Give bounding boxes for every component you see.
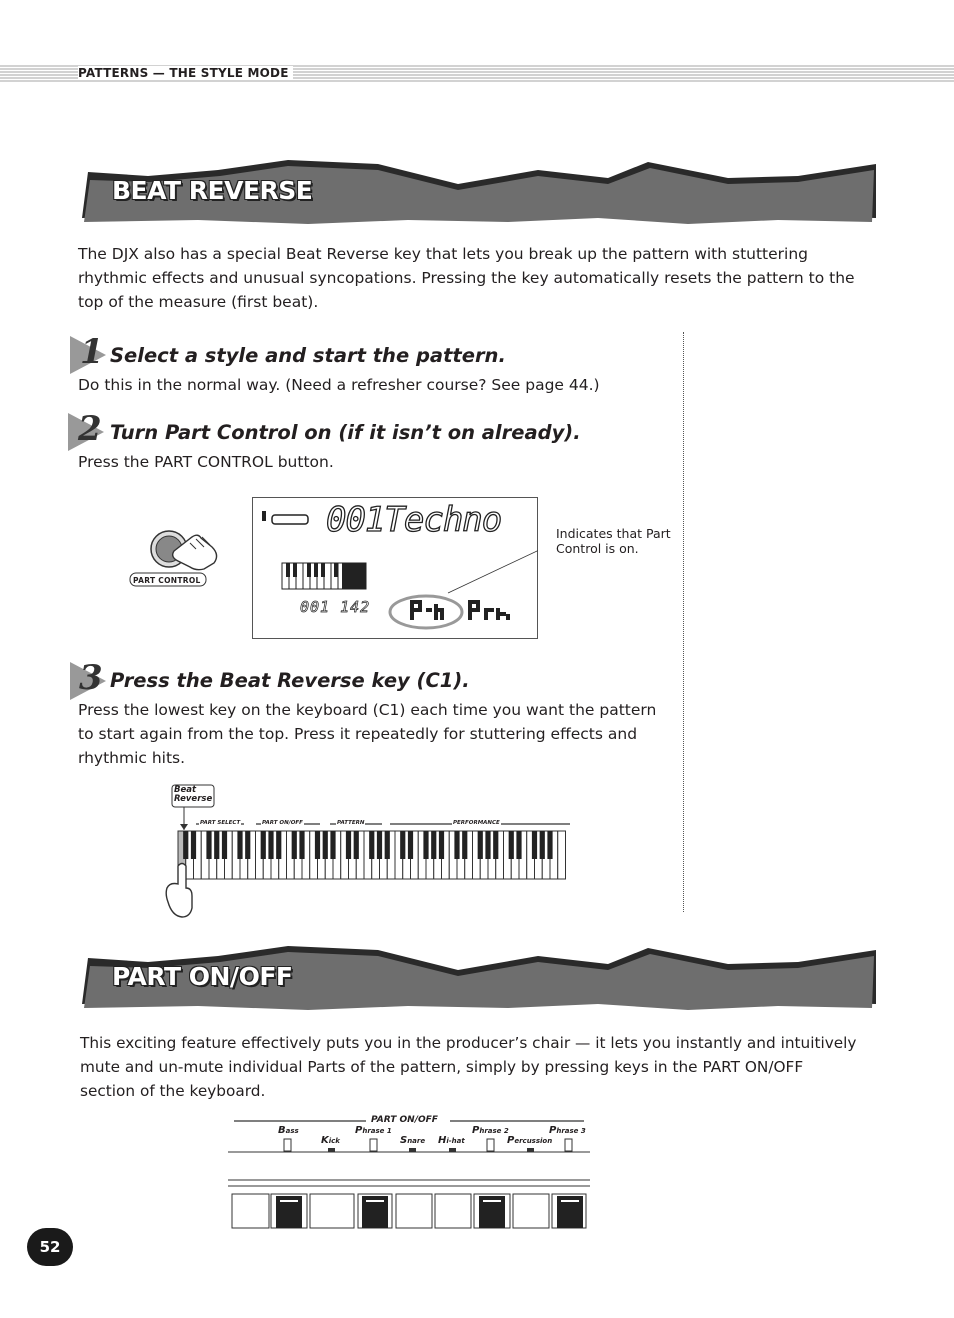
black-key: [323, 831, 328, 859]
part-label-phrase3: [549, 1125, 586, 1136]
intro-paragraph: [78, 242, 855, 314]
part-label-initial: B: [278, 1125, 286, 1136]
page-number: 52: [27, 1228, 73, 1266]
black-key: [276, 831, 281, 859]
section-title-part-onoff: PART ON/OFF: [112, 962, 293, 991]
intro-line: section of the keyboard.: [80, 1082, 266, 1100]
part-label-kick: [321, 1135, 340, 1146]
black-key: [183, 831, 188, 859]
intro-line: mute and un-mute individual Parts of the pattern, simply by pressing keys in the PART ON/OFF: [80, 1058, 804, 1076]
black-key: [261, 831, 266, 859]
black-key: [237, 831, 242, 859]
black-key: [354, 831, 359, 859]
part-label-bass: [278, 1125, 299, 1136]
lcd-tempo-readout: 001 142: [300, 598, 371, 616]
black-key: [191, 831, 196, 859]
step-body-line: rhythmic hits.: [78, 749, 186, 767]
intro-line: This exciting feature effectively puts you in the producer’s chair — it lets you instantly and intuitively: [80, 1034, 857, 1052]
intro-line: rhythmic effects and unusual syncopations. Pressing the key automatically resets the pattern to the: [78, 269, 855, 287]
keyboard-figure: [160, 784, 580, 924]
group-label-performance: PERFORMANCE: [453, 820, 500, 826]
group-label-part-select: PART SELECT: [200, 820, 241, 826]
intro-line: top of the measure (first beat).: [78, 293, 319, 311]
part-label-hihat: [438, 1135, 465, 1146]
part-label-initial: P: [549, 1125, 557, 1136]
black-key: [478, 831, 483, 859]
part-control-label: PART CONTROL: [133, 576, 201, 585]
black-key: [493, 831, 498, 859]
part-label-rest: ick: [328, 1137, 340, 1145]
step-body-line: Press the lowest key on the keyboard (C1) each time you want the pattern: [78, 701, 657, 719]
step-number: 1: [80, 332, 104, 372]
part-label-rest: hrase 2: [479, 1127, 509, 1135]
black-key: [245, 831, 250, 859]
step-body: Press the PART CONTROL button.: [78, 453, 334, 471]
black-key: [400, 831, 405, 859]
black-key: [540, 831, 545, 859]
step-title: Select a style and start the pattern.: [110, 344, 506, 367]
callout-line: Control is on.: [556, 541, 639, 556]
part-label-phrase2: [472, 1125, 509, 1136]
beat-reverse-label: [174, 786, 212, 804]
black-key: [423, 831, 428, 859]
part-label-rest: hrase 1: [362, 1127, 392, 1135]
callout-line: Indicates that Part: [556, 526, 671, 541]
black-key: [330, 831, 335, 859]
lcd-callout: [556, 526, 671, 556]
black-key: [454, 831, 459, 859]
step-title: Turn Part Control on (if it isn’t on already).: [110, 421, 581, 444]
black-key: [377, 831, 382, 859]
part-label-initial: S: [400, 1135, 408, 1146]
black-key: [369, 831, 374, 859]
black-key: [385, 831, 390, 859]
column-divider: [683, 332, 684, 912]
black-key: [532, 831, 537, 859]
section-title-beat-reverse: BEAT REVERSE: [112, 176, 313, 205]
beat-reverse-label-line: Beat: [174, 785, 197, 795]
step-number: 2: [78, 409, 102, 449]
group-label-pattern: PATTERN: [337, 820, 365, 826]
black-key: [485, 831, 490, 859]
part-label-initial: P: [355, 1125, 363, 1136]
black-key: [439, 831, 444, 859]
step-title: Press the Beat Reverse key (C1).: [110, 669, 470, 692]
part-label-initial: H: [438, 1135, 447, 1146]
part-label-rest: ass: [285, 1127, 299, 1135]
black-key: [408, 831, 413, 859]
part-label-phrase1: [355, 1125, 392, 1136]
black-key: [292, 831, 297, 859]
part-label-rest: ercussion: [514, 1137, 553, 1145]
beat-reverse-label-line: Reverse: [174, 794, 213, 804]
part-label-percussion: [507, 1135, 552, 1146]
step-number: 3: [79, 658, 103, 698]
white-key: [558, 831, 566, 879]
black-key: [214, 831, 219, 859]
black-key: [268, 831, 273, 859]
step-body-line: to start again from the top. Press it repeatedly for stuttering effects and: [78, 725, 638, 743]
running-title: PATTERNS — THE STYLE MODE: [78, 66, 293, 80]
step-body: [78, 698, 656, 770]
black-key: [299, 831, 304, 859]
part-label-rest: nare: [407, 1137, 426, 1145]
black-key: [431, 831, 436, 859]
black-key: [315, 831, 320, 859]
part-label-initial: P: [507, 1135, 515, 1146]
intro-line: The DJX also has a special Beat Reverse key that lets you break up the pattern with stuttering: [78, 245, 809, 263]
part-label-initial: P: [472, 1125, 480, 1136]
black-key: [206, 831, 211, 859]
group-label-part-onoff: PART ON/OFF: [262, 820, 303, 826]
black-key: [462, 831, 467, 859]
black-key: [547, 831, 552, 859]
lcd-style-name: 001Techno: [326, 500, 502, 540]
black-key: [509, 831, 514, 859]
part-label-snare: [400, 1135, 425, 1146]
part-label-initial: K: [321, 1135, 329, 1146]
part-onoff-heading: PART ON/OFF: [371, 1115, 438, 1125]
step-body: Do this in the normal way. (Need a refresher course? See page 44.): [78, 376, 600, 394]
black-key: [516, 831, 521, 859]
part-label-rest: hrase 3: [556, 1127, 586, 1135]
black-key: [346, 831, 351, 859]
part-label-rest: i-hat: [446, 1137, 465, 1145]
intro-paragraph: [80, 1031, 856, 1103]
black-key: [222, 831, 227, 859]
